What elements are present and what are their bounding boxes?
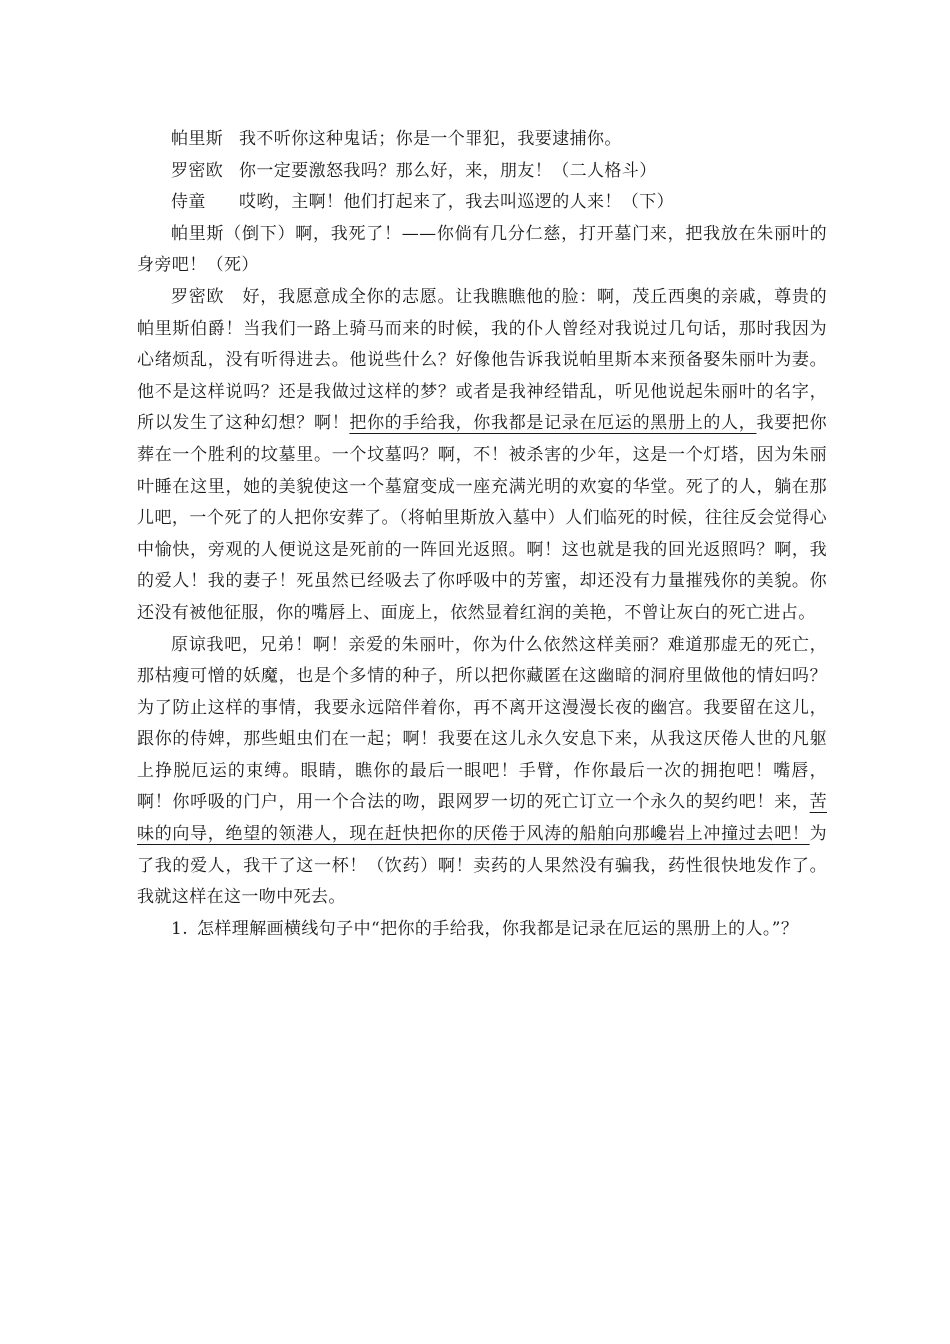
speech-text: 原谅我吧，兄弟！啊！亲爱的朱丽叶，你为什么依然这样美丽？难道那虚无的死亡，那枯瘦可憎的妖魔，也是个多情的种子，所以把你藏匿在这幽暗的洞府里做他的情妇吗？为了防止这样的事情，我要永远陪伴着你，再不离开这漫漫长夜的幽宫。我要留在这儿，跟你的侍婢，那些蛆虫们在一起；啊！我要在这儿永久安息下来，从我这厌倦人世的凡躯上挣脱厄运的束缚。眼睛，瞧你的最后一眼吧！手臂，作你最后一次的拥抱吧！嘴唇，啊！你呼吸的门户，用一个合法的吻，跟网罗一切的死亡订立一个永久的契约吧！来，: [137, 634, 827, 813]
dialogue-text: 你一定要激怒我吗？那么好，来，朋友！（二人格斗）: [239, 160, 657, 181]
speaker-name: 罗密欧: [171, 160, 224, 181]
romeo-speech-paragraph: [137, 282, 827, 630]
underlined-sentence-1: 把你的手给我，你我都是记录在厄运的黑册上的人，: [349, 413, 757, 434]
speech-text: 我要把你葬在一个胜利的坟墓里。一个坟墓吗？啊，不！被杀害的少年，这是一个灯塔，因为朱丽叶睡在这里，她的美貌使这一个墓窟变成一座充满光明的欢宴的华堂。死了的人，躺在那儿吧，一个死了的人把你安葬了。（将帕里斯放入墓中）人们临死的时候，往往反会觉得心中愉快，旁观的人便说这是死前的一阵回光返照。啊！这也就是我的回光返照吗？啊，我的爱人！我的妻子！死虽然已经吸去了你呼吸中的芳蜜，却还没有力量摧残你的美貌。你还没有被他征服，你的嘴唇上、面庞上，依然显着红润的美艳，不曾让灰白的死亡进占。: [137, 413, 827, 623]
underlined-sentence-2: 苦味的向导，绝望的领港人，现在赶快把你的厌倦于风涛的船舶向那巉岩上冲撞过去吧！: [137, 792, 827, 845]
question-item: [137, 914, 827, 946]
speaker-name: 罗密欧: [171, 286, 225, 307]
speech-text: 为了我的爱人，我干了这一杯！（饮药）啊！卖药的人果然没有骗我，药性很快地发作了。我就这样在这一吻中死去。: [137, 824, 827, 908]
second-speech-paragraph: [137, 630, 827, 914]
speaker-name: 侍童: [171, 192, 206, 213]
paris-death-paragraph: 帕里斯（倒下）啊，我死了！——你倘有几分仁慈，打开墓门来，把我放在朱丽叶的身旁吧！（死）: [137, 223, 827, 276]
question-number: 1.: [171, 918, 189, 939]
dialogue-text: 哎哟，主啊！他们打起来了，我去叫巡逻的人来！（下）: [239, 192, 674, 213]
dialogue-line: [137, 124, 827, 156]
dialogue-line: [137, 187, 827, 219]
script-excerpt: [137, 124, 827, 945]
dialogue-line: [137, 156, 827, 188]
speech-text: 好，我愿意成全你的志愿。让我瞧瞧他的脸：啊，茂丘西奥的亲戚，尊贵的帕里斯伯爵！当我们一路上骑马而来的时候，我的仆人曾经对我说过几句话，那时我因为心绪烦乱，没有听得进去。他说些什么？好像他告诉我说帕里斯本来预备娶朱丽叶为妻。他不是这样说吗？还是我做过这样的梦？或者是我神经错乱，听见他说起朱丽叶的名字，所以发生了这种幻想？啊！: [137, 286, 827, 434]
dialogue-text: 我不听你这种鬼话；你是一个罪犯，我要逮捕你。: [239, 129, 622, 149]
question-text: 怎样理解画横线句子中“把你的手给我，你我都是记录在厄运的黑册上的人。”？: [197, 918, 799, 939]
speaker-name: 帕里斯: [171, 129, 224, 149]
